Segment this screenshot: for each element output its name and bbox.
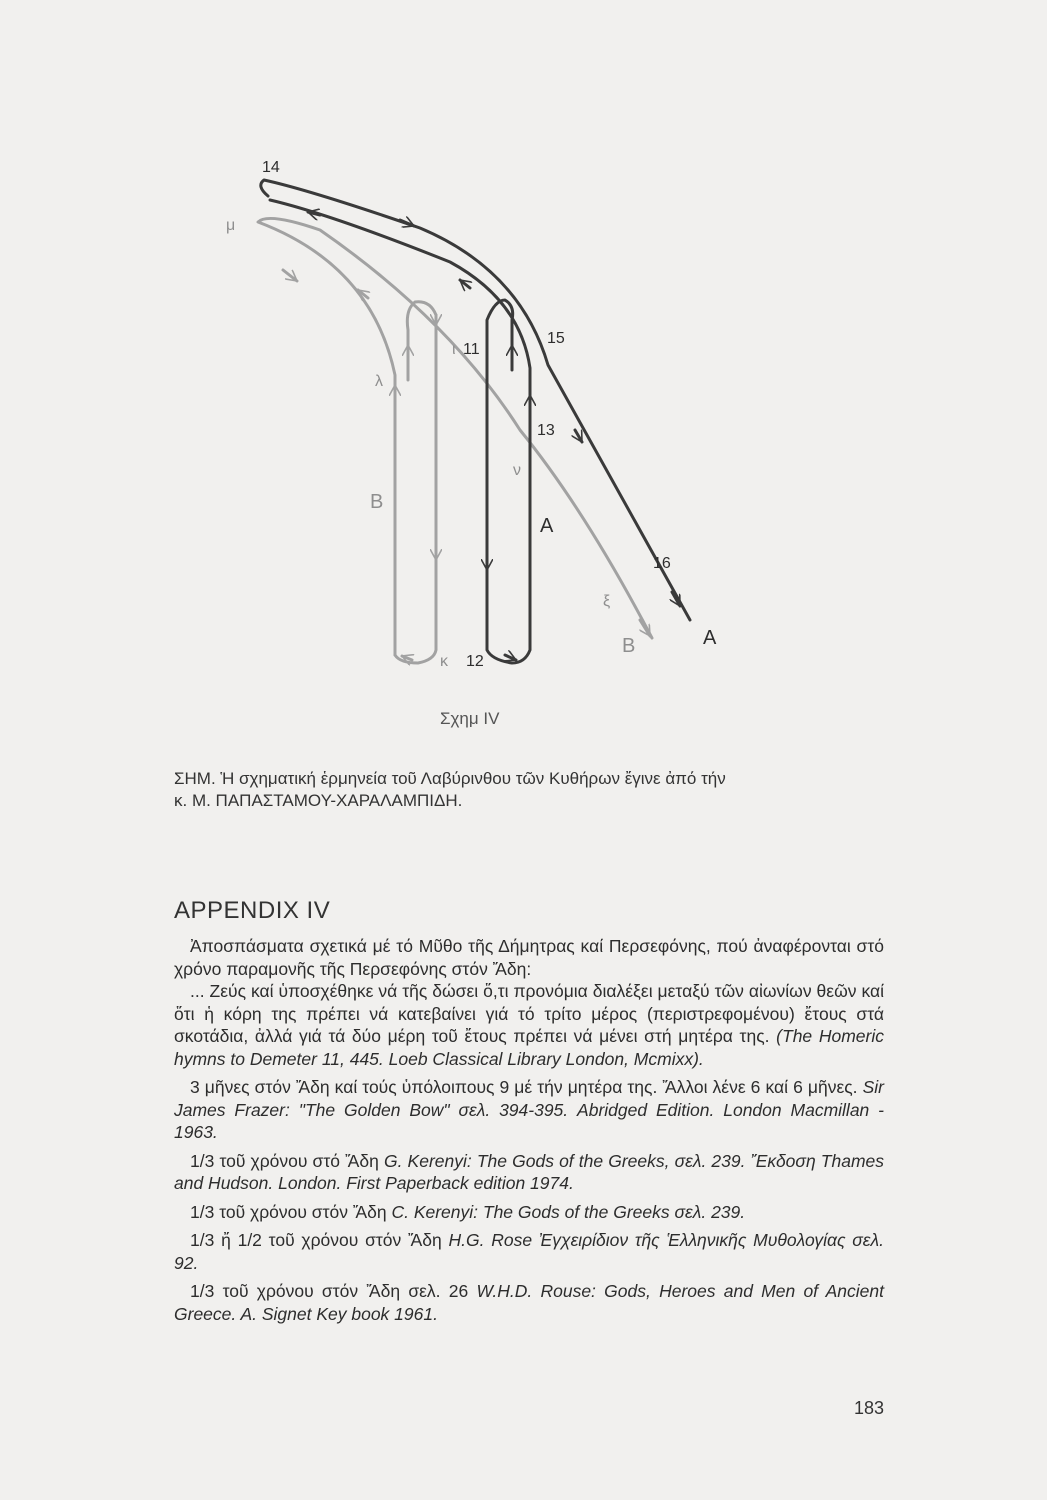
kerenyi-c-text: 1/3 τοῦ χρόνου στόν Ἄδη — [190, 1201, 387, 1222]
labyrinth-diagram — [0, 0, 1047, 740]
kerenyi-g-reference: G. Kerenyi: The Gods of the Greeks, σελ. 239. Ἔκδοση Thames and Hudson. London. First Paperback edition 1974. — [174, 1150, 884, 1193]
paragraph-frazer — [174, 1076, 884, 1144]
label-kappa: κ — [440, 653, 448, 670]
paragraph-kerenyi-c — [174, 1201, 884, 1224]
path-b-outer-loop — [258, 218, 652, 655]
path-b-light — [258, 218, 652, 663]
label-xi: ξ — [603, 593, 611, 610]
label-16: 16 — [653, 555, 671, 572]
kerenyi-c-reference: C. Kerenyi: The Gods of the Greeks σελ. 239. — [391, 1201, 746, 1222]
label-mu: μ — [226, 217, 236, 234]
path-a-return — [270, 200, 530, 663]
appendix-title: APPENDIX IV — [174, 897, 331, 924]
paragraph-rose — [174, 1229, 884, 1274]
path-b-inner-loop — [395, 302, 436, 663]
label-a-mid: A — [540, 515, 554, 537]
label-a-right: A — [703, 627, 717, 649]
label-nu: ν — [513, 462, 521, 479]
quote-reference: (The Homeric hymns to Demeter 11, 445. Loeb Classical Library London, Mcmixx). — [174, 1026, 884, 1069]
label-11: 11 — [463, 341, 480, 358]
figure-note — [174, 768, 894, 812]
label-lambda: λ — [375, 373, 383, 390]
paragraph-kerenyi-g — [174, 1150, 884, 1195]
label-15: 15 — [547, 330, 565, 347]
page-number: 183 — [854, 1398, 885, 1418]
appendix-body — [174, 935, 884, 1325]
note-line-2: κ. Μ. ΠΑΠΑΣΤΑΜΟΥ-ΧΑΡΑΛΑΜΠΙΔΗ. — [174, 791, 463, 810]
frazer-reference: Sir James Frazer: "The Golden Bow" σελ. 394-395. Abridged Edition. London Macmillan - 1963. — [174, 1077, 884, 1142]
label-12: 12 — [466, 653, 484, 670]
rose-text: 1/3 ἤ 1/2 τοῦ χρόνου στόν Ἄδη — [190, 1230, 442, 1250]
kerenyi-g-text: 1/3 τοῦ χρόνου στό Ἄδη — [190, 1150, 379, 1171]
paragraph-intro: Ἀποσπάσματα σχετικά μέ τό Μῦθο τῆς Δήμητρας καί Περσεφόνης, πού ἀναφέρονται στό χρόνο παραμονῆς τῆς Περσεφόνης στόν Ἄδη: — [174, 936, 884, 979]
label-iota: ι — [452, 341, 456, 358]
rouse-text: 1/3 τοῦ χρόνου στόν Ἄδη σελ. 26 — [190, 1281, 469, 1301]
paragraph-quote — [174, 980, 884, 1070]
note-line-1: ΣΗΜ. Ἡ σχηματική ἑρμηνεία τοῦ Λαβύρινθου τῶν Κυθήρων ἔγινε ἀπό τήν — [174, 769, 726, 788]
path-a-main — [261, 180, 690, 620]
figure-caption: Σχημ IV — [440, 709, 500, 728]
frazer-text: 3 μῆνες στόν Ἄδη καί τούς ὑπόλοιπους 9 μέ τήν μητέρα της. Ἄλλοι λένε 6 καί 6 μῆνες. — [190, 1077, 858, 1097]
label-13: 13 — [537, 422, 555, 439]
rouse-reference: W.H.D. Rouse: Gods, Heroes and Men of Ancient Greece. A. Signet Key book 1961. — [174, 1281, 885, 1324]
label-b-left: B — [370, 491, 384, 513]
label-b-right: B — [622, 635, 636, 657]
rose-reference: H.G. Rose Ἐγχειρίδιον τῆς Ἑλληνικῆς Μυθολογίας σελ. 92. — [174, 1230, 884, 1273]
quote-text: ... Ζεύς καί ὑποσχέθηκε νά τῆς δώσει ὅ,τι προνόμια διαλέξει μεταξύ τῶν αἰωνίων θεῶν καί ὅτι ἡ κόρη της πρέπει νά κατεβαίνει γιά τό τρίτο μέρος (περιστρεφομένου) ἔτους στά σκοτάδια, ἀλλά γιά τά δύο μέρη τοῦ ἔτους πρέπει νά μένει στή μητέρα της. — [174, 981, 884, 1046]
label-14: 14 — [262, 159, 280, 176]
paragraph-rouse — [174, 1280, 884, 1325]
